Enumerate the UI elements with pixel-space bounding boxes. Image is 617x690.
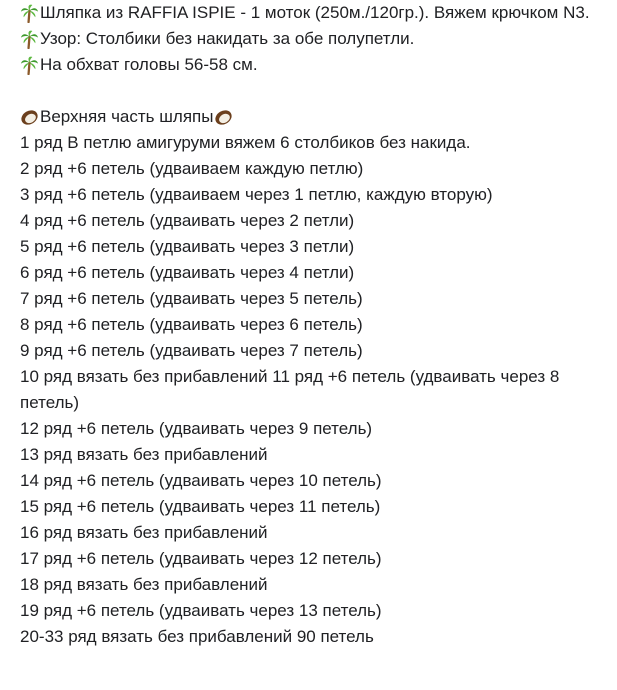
row-15: 15 ряд +6 петель (удваивать через 11 петель): [20, 497, 381, 516]
row-20-33: 20-33 ряд вязать без прибавлений 90 петель: [20, 627, 374, 646]
pattern-text: Узор: Столбики без накидать за обе полупетли.: [40, 29, 415, 48]
palm-tree-icon: [20, 30, 39, 49]
size-text: На обхват головы 56-58 см.: [40, 55, 258, 74]
row-18: 18 ряд вязать без прибавлений: [20, 575, 268, 594]
palm-tree-icon: [20, 56, 39, 75]
row-1: 1 ряд В петлю амигуруми вяжем 6 столбиков без накида.: [20, 133, 471, 152]
palm-tree-icon: [20, 4, 39, 23]
spacer: [20, 78, 612, 104]
row-16: 16 ряд вязать без прибавлений: [20, 523, 268, 542]
row-17: 17 ряд +6 петель (удваивать через 12 петель): [20, 549, 382, 568]
row-12: 12 ряд +6 петель (удваивать через 9 петель): [20, 419, 373, 438]
row-14: 14 ряд +6 петель (удваивать через 10 петель): [20, 471, 382, 490]
row-4: 4 ряд +6 петель (удваивать через 2 петли): [20, 211, 355, 230]
size-line: [20, 52, 612, 78]
coconut-icon: [20, 108, 39, 127]
document: [20, 0, 612, 650]
row-19: 19 ряд +6 петель (удваивать через 13 петель): [20, 601, 382, 620]
row-6: 6 ряд +6 петель (удваивать через 4 петли): [20, 263, 355, 282]
section-title-text: Верхняя часть шляпы: [40, 107, 214, 126]
row-5: 5 ряд +6 петель (удваивать через 3 петли): [20, 237, 355, 256]
yarn-text: Шляпка из RAFFIA ISPIE - 1 моток (250м./120гр.). Вяжем крючком N3.: [40, 3, 590, 22]
section-title: [20, 104, 612, 130]
coconut-icon: [214, 108, 233, 127]
yarn-line: [20, 0, 612, 26]
pattern-line: [20, 26, 612, 52]
row-13: 13 ряд вязать без прибавлений: [20, 445, 268, 464]
row-9: 9 ряд +6 петель (удваивать через 7 петель): [20, 341, 363, 360]
row-3: 3 ряд +6 петель (удваиваем через 1 петлю, каждую вторую): [20, 185, 493, 204]
row-7: 7 ряд +6 петель (удваивать через 5 петель): [20, 289, 363, 308]
row-10-11: 10 ряд вязать без прибавлений 11 ряд +6 петель (удваивать через 8 петель): [20, 367, 560, 412]
row-8: 8 ряд +6 петель (удваивать через 6 петель): [20, 315, 363, 334]
row-2: 2 ряд +6 петель (удваиваем каждую петлю): [20, 159, 364, 178]
